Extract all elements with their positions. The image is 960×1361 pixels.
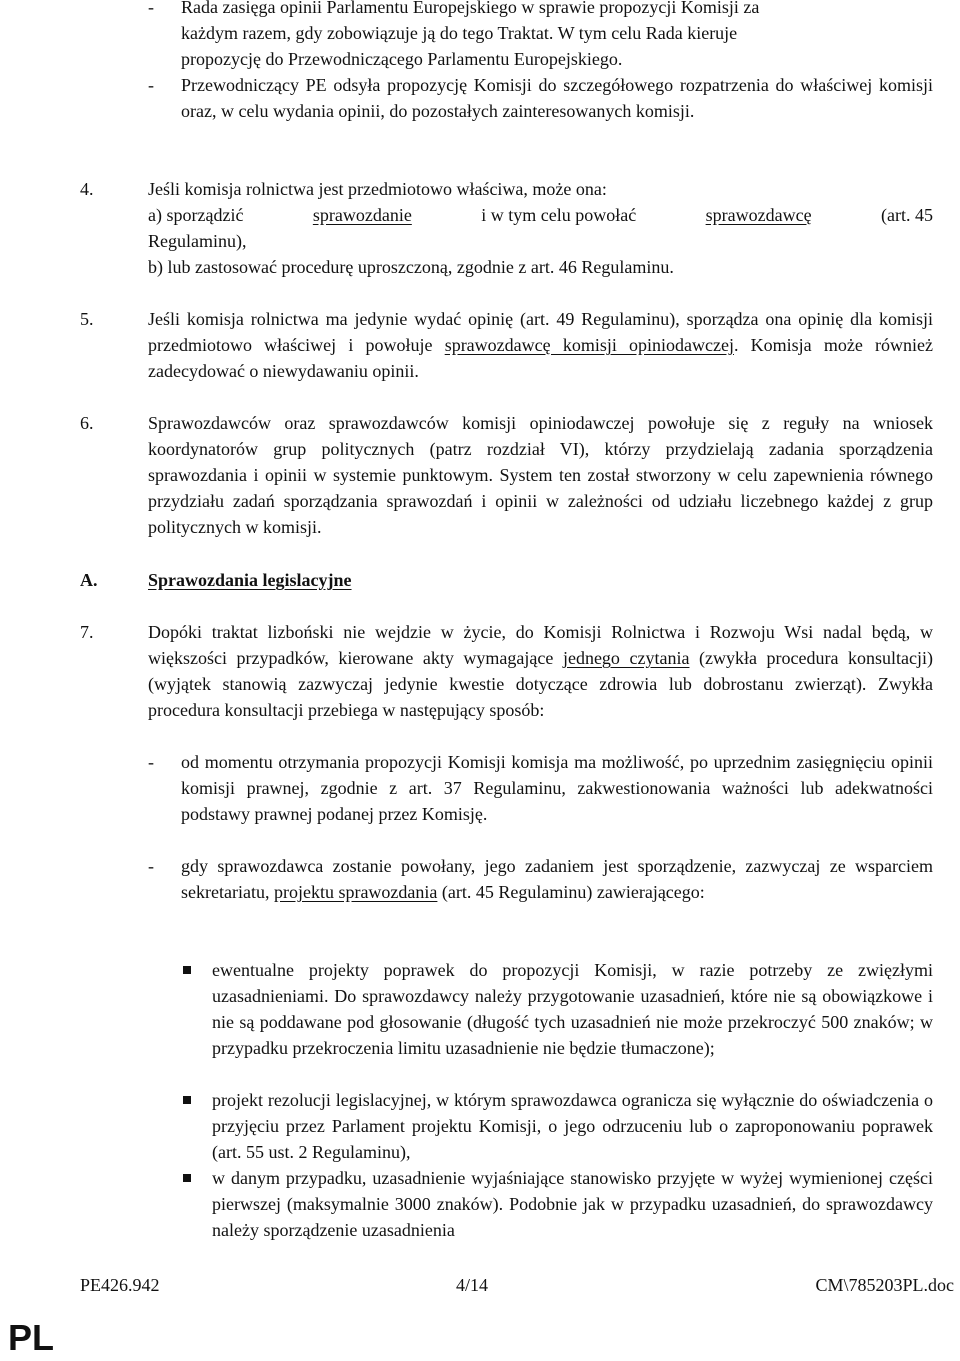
paragraph-number: 4. xyxy=(80,179,94,199)
text-line: propozycję do Przewodniczącego Parlamentu Europejskiego. xyxy=(181,49,623,69)
paragraph xyxy=(148,619,933,723)
paragraph xyxy=(148,306,933,384)
text-line: każdym razem, gdy zobowiązuje ją do tego Traktat. W tym celu Rada kieruje xyxy=(181,23,738,43)
text-line: Regulaminu), xyxy=(148,231,247,251)
bullet-paragraph: projekt rezolucji legislacyjnej, w którym sprawozdawca ogranicza się wyłącznie do oświadczenia o przyjęciu przez Parlament projektu Komisji, o jego odrzuceniu lub o zaproponowaniu poprawek (art. 55 ust. 2 Regulaminu), xyxy=(212,1090,933,1162)
underlined-term: sprawozdanie xyxy=(312,205,412,225)
paragraph-number: 5. xyxy=(80,309,94,329)
text-line: Jeśli komisja rolnictwa jest przedmiotowo właściwa, może ona: xyxy=(148,179,607,199)
dash-paragraph: Przewodniczący PE odsyła propozycję Komisji do szczegółowego rozpatrzenia do właściwej komisji oraz, w celu wydania opinii, do pozostałych zainteresowanych komisji. xyxy=(181,75,933,121)
text-run: a) sporządzić xyxy=(148,205,244,225)
underlined-term: sprawozdawcę xyxy=(705,205,812,225)
footer-page-number: 4/14 xyxy=(456,1275,489,1295)
text-run: gdy sprawozdawca zostanie powołany, jego zadaniem jest sporządzenie, zazwyczaj ze wsparciem sekretariatu, xyxy=(181,856,933,902)
dash-bullet: - xyxy=(148,0,154,17)
dash-bullet: - xyxy=(148,75,154,95)
text-line: b) lub zastosować procedurę uproszczoną, zgodnie z art. 46 Regulaminu. xyxy=(148,257,674,277)
section-heading xyxy=(148,567,352,593)
text-run: . Komisja może również zadecydować o niewydawaniu opinii. xyxy=(148,335,933,381)
footer-file-name: CM\785203PL.doc xyxy=(815,1275,954,1295)
dash-bullet: - xyxy=(148,752,154,772)
section-title: Sprawozdania legislacyjne xyxy=(148,570,352,590)
text-run: i w tym celu powołać xyxy=(481,205,637,225)
language-code: PL xyxy=(8,1317,55,1358)
footer-doc-reference: PE426.942 xyxy=(80,1275,160,1295)
text-run: (art. 45 Regulaminu) zawierającego: xyxy=(441,882,705,902)
square-bullet-icon xyxy=(183,1096,191,1104)
text-line xyxy=(148,202,933,228)
text-run: (zwykła procedura konsultacji) (wyjątek stanowią zazwyczaj jedynie kwestie dotyczące zdrowia lub dobrostanu zwierząt). Zwykła procedura konsultacji przebiega w następujący sposób: xyxy=(148,648,934,720)
section-letter: A. xyxy=(80,570,98,590)
text-run: (art. 45 xyxy=(880,205,933,225)
paragraph-number: 6. xyxy=(80,413,94,433)
square-bullet-icon xyxy=(183,966,191,974)
text-run: Dopóki traktat lizboński nie wejdzie w życie, do Komisji Rolnictwa i Rozwoju Wsi nadal będą, w większości przypadków, kierowane akty wymagające xyxy=(148,622,933,668)
text-run: Jeśli komisja rolnictwa ma jedynie wydać opinię (art. 49 Regulaminu), sporządza ona opinię dla komisji przedmiotowo właściwej i powołuje xyxy=(148,309,933,355)
paragraph-number: 7. xyxy=(80,622,94,642)
underlined-term: sprawozdawcę komisji opiniodawczej xyxy=(444,335,734,355)
underlined-term: projektu sprawozdania xyxy=(273,882,438,902)
dash-paragraph: od momentu otrzymania propozycji Komisji komisja ma możliwość, po uprzednim zasięgnięciu opinii komisji prawnej, zgodnie z art. 37 Regulaminu, zakwestionowania ważności lub adekwatności podstawy prawnej podanej przez Komisję. xyxy=(181,752,933,824)
square-bullet-icon xyxy=(183,1174,191,1182)
bullet-paragraph: w danym przypadku, uzasadnienie wyjaśniające stanowisko przyjęte w wyżej wymienionej części pierwszej (maksymalnie 3000 znaków). Podobnie jak w przypadku uzasadnień, do sprawozdawcy należy sporządzenie uzasadnienia xyxy=(212,1168,933,1240)
text-line: Rada zasięga opinii Parlamentu Europejskiego w sprawie propozycji Komisji za xyxy=(181,0,760,17)
bullet-paragraph: ewentualne projekty poprawek do propozycji Komisji, w razie potrzeby ze zwięzłymi uzasadnieniami. Do sprawozdawcy należy przygotowanie uzasadnień, które nie są obowiązkowe i nie są poddawane pod głosowanie (długość tych uzasadnień nie może przekroczyć 500 znaków; w przypadku przekroczenia limitu uzasadnienie nie będzie tłumaczone); xyxy=(212,960,933,1058)
underlined-term: jednego czytania xyxy=(562,648,690,668)
dash-paragraph xyxy=(181,853,933,905)
dash-bullet: - xyxy=(148,856,154,876)
paragraph: Sprawozdawców oraz sprawozdawców komisji opiniodawczej powołuje się z reguły na wniosek koordynatorów grup politycznych (patrz rozdział VI), którzy przydzielają zadania sporządzenia sprawozdania i opinii w systemie punktowym. System ten został stworzony w celu zapewnienia równego przydziału zadań sporządzania sprawozdań i opinii w zależności od udziału liczebnego każdej z grup politycznych w komisji. xyxy=(148,413,933,537)
